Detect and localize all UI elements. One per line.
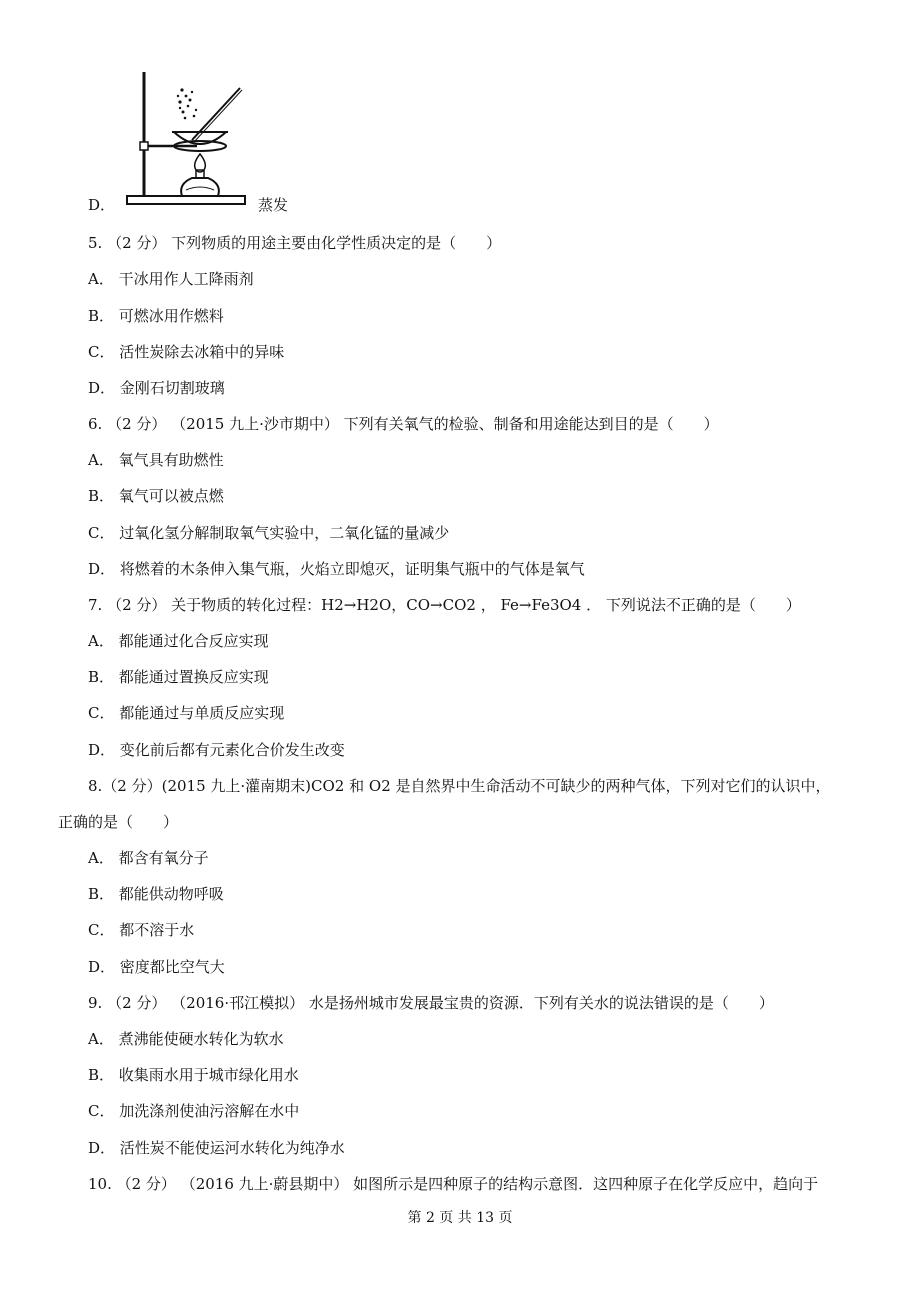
question-5-option-a: A． 干冰用作人工降雨剂 [88,270,254,288]
question-6-option-c: C． 过氧化氢分解制取氧气实验中，二氧化锰的量减少 [88,524,450,542]
question-9-option-b: B． 收集雨水用于城市绿化用水 [88,1066,299,1084]
question-7-option-d: D． 变化前后都有元素化合价发生改变 [88,741,345,759]
question-8-option-b: B． 都能供动物呼吸 [88,885,224,903]
question-9-stem: 9. （2 分） （2016·邗江模拟） 水是扬州城市发展最宝贵的资源．下列有关水的说法错误的是（ ） [88,994,774,1012]
question-8-option-d: D． 密度都比空气大 [88,958,225,976]
question-8-option-c: C． 都不溶于水 [88,921,195,939]
question-9-option-c: C． 加洗涤剂使油污溶解在水中 [88,1102,300,1120]
question-10-stem: 10. （2 分） （2016 九上·蔚县期中） 如图所示是四种原子的结构示意图．这四种原子在化学反应中，趋向于 [88,1175,819,1193]
page-footer [0,1208,920,1228]
question-5-stem: 5. （2 分） 下列物质的用途主要由化学性质决定的是（ ） [88,234,502,252]
question-5-option-d: D． 金刚石切割玻璃 [88,379,225,397]
question-7-option-c: C． 都能通过与单质反应实现 [88,704,285,722]
question-8-stem-line-1: 8.（2 分）(2015 九上·灌南期末)CO2 和 O2 是自然界中生命活动不可缺少的两种气体，下列对它们的认识中， [88,777,831,795]
question-7-option-b: B． 都能通过置换反应实现 [88,668,269,686]
question-5-option-c: C． 活性炭除去冰箱中的异味 [88,343,285,361]
question-5-option-b: B． 可燃冰用作燃料 [88,307,224,325]
question-7-option-a: A． 都能通过化合反应实现 [88,632,269,650]
question-8-option-a: A． 都含有氧分子 [88,849,209,867]
question-6-option-a: A． 氧气具有助燃性 [88,451,224,469]
question-7-stem: 7. （2 分） 关于物质的转化过程：H2→H2O，CO→CO2 ， Fe→Fe3O4 ． 下列说法不正确的是（ ） [88,596,801,614]
question-9-option-a: A． 煮沸能使硬水转化为软水 [88,1030,284,1048]
question-8-stem-line-2: 正确的是（ ） [58,813,179,831]
question-6-stem: 6. （2 分） （2015 九上·沙市期中） 下列有关氧气的检验、制备和用途能达到目的是（ ） [88,415,719,433]
figure-caption: 蒸发 [258,196,289,214]
question-6-option-b: B． 氧气可以被点燃 [88,487,224,505]
evaporation-apparatus-figure [122,66,252,214]
option-d-label: D． [88,196,116,214]
question-6-option-d: D． 将燃着的木条伸入集气瓶，火焰立即熄灭，证明集气瓶中的气体是氧气 [88,560,585,578]
question-9-option-d: D． 活性炭不能使运河水转化为纯净水 [88,1139,345,1157]
page-number: 第 2 页 共 13 页 [407,1210,513,1226]
